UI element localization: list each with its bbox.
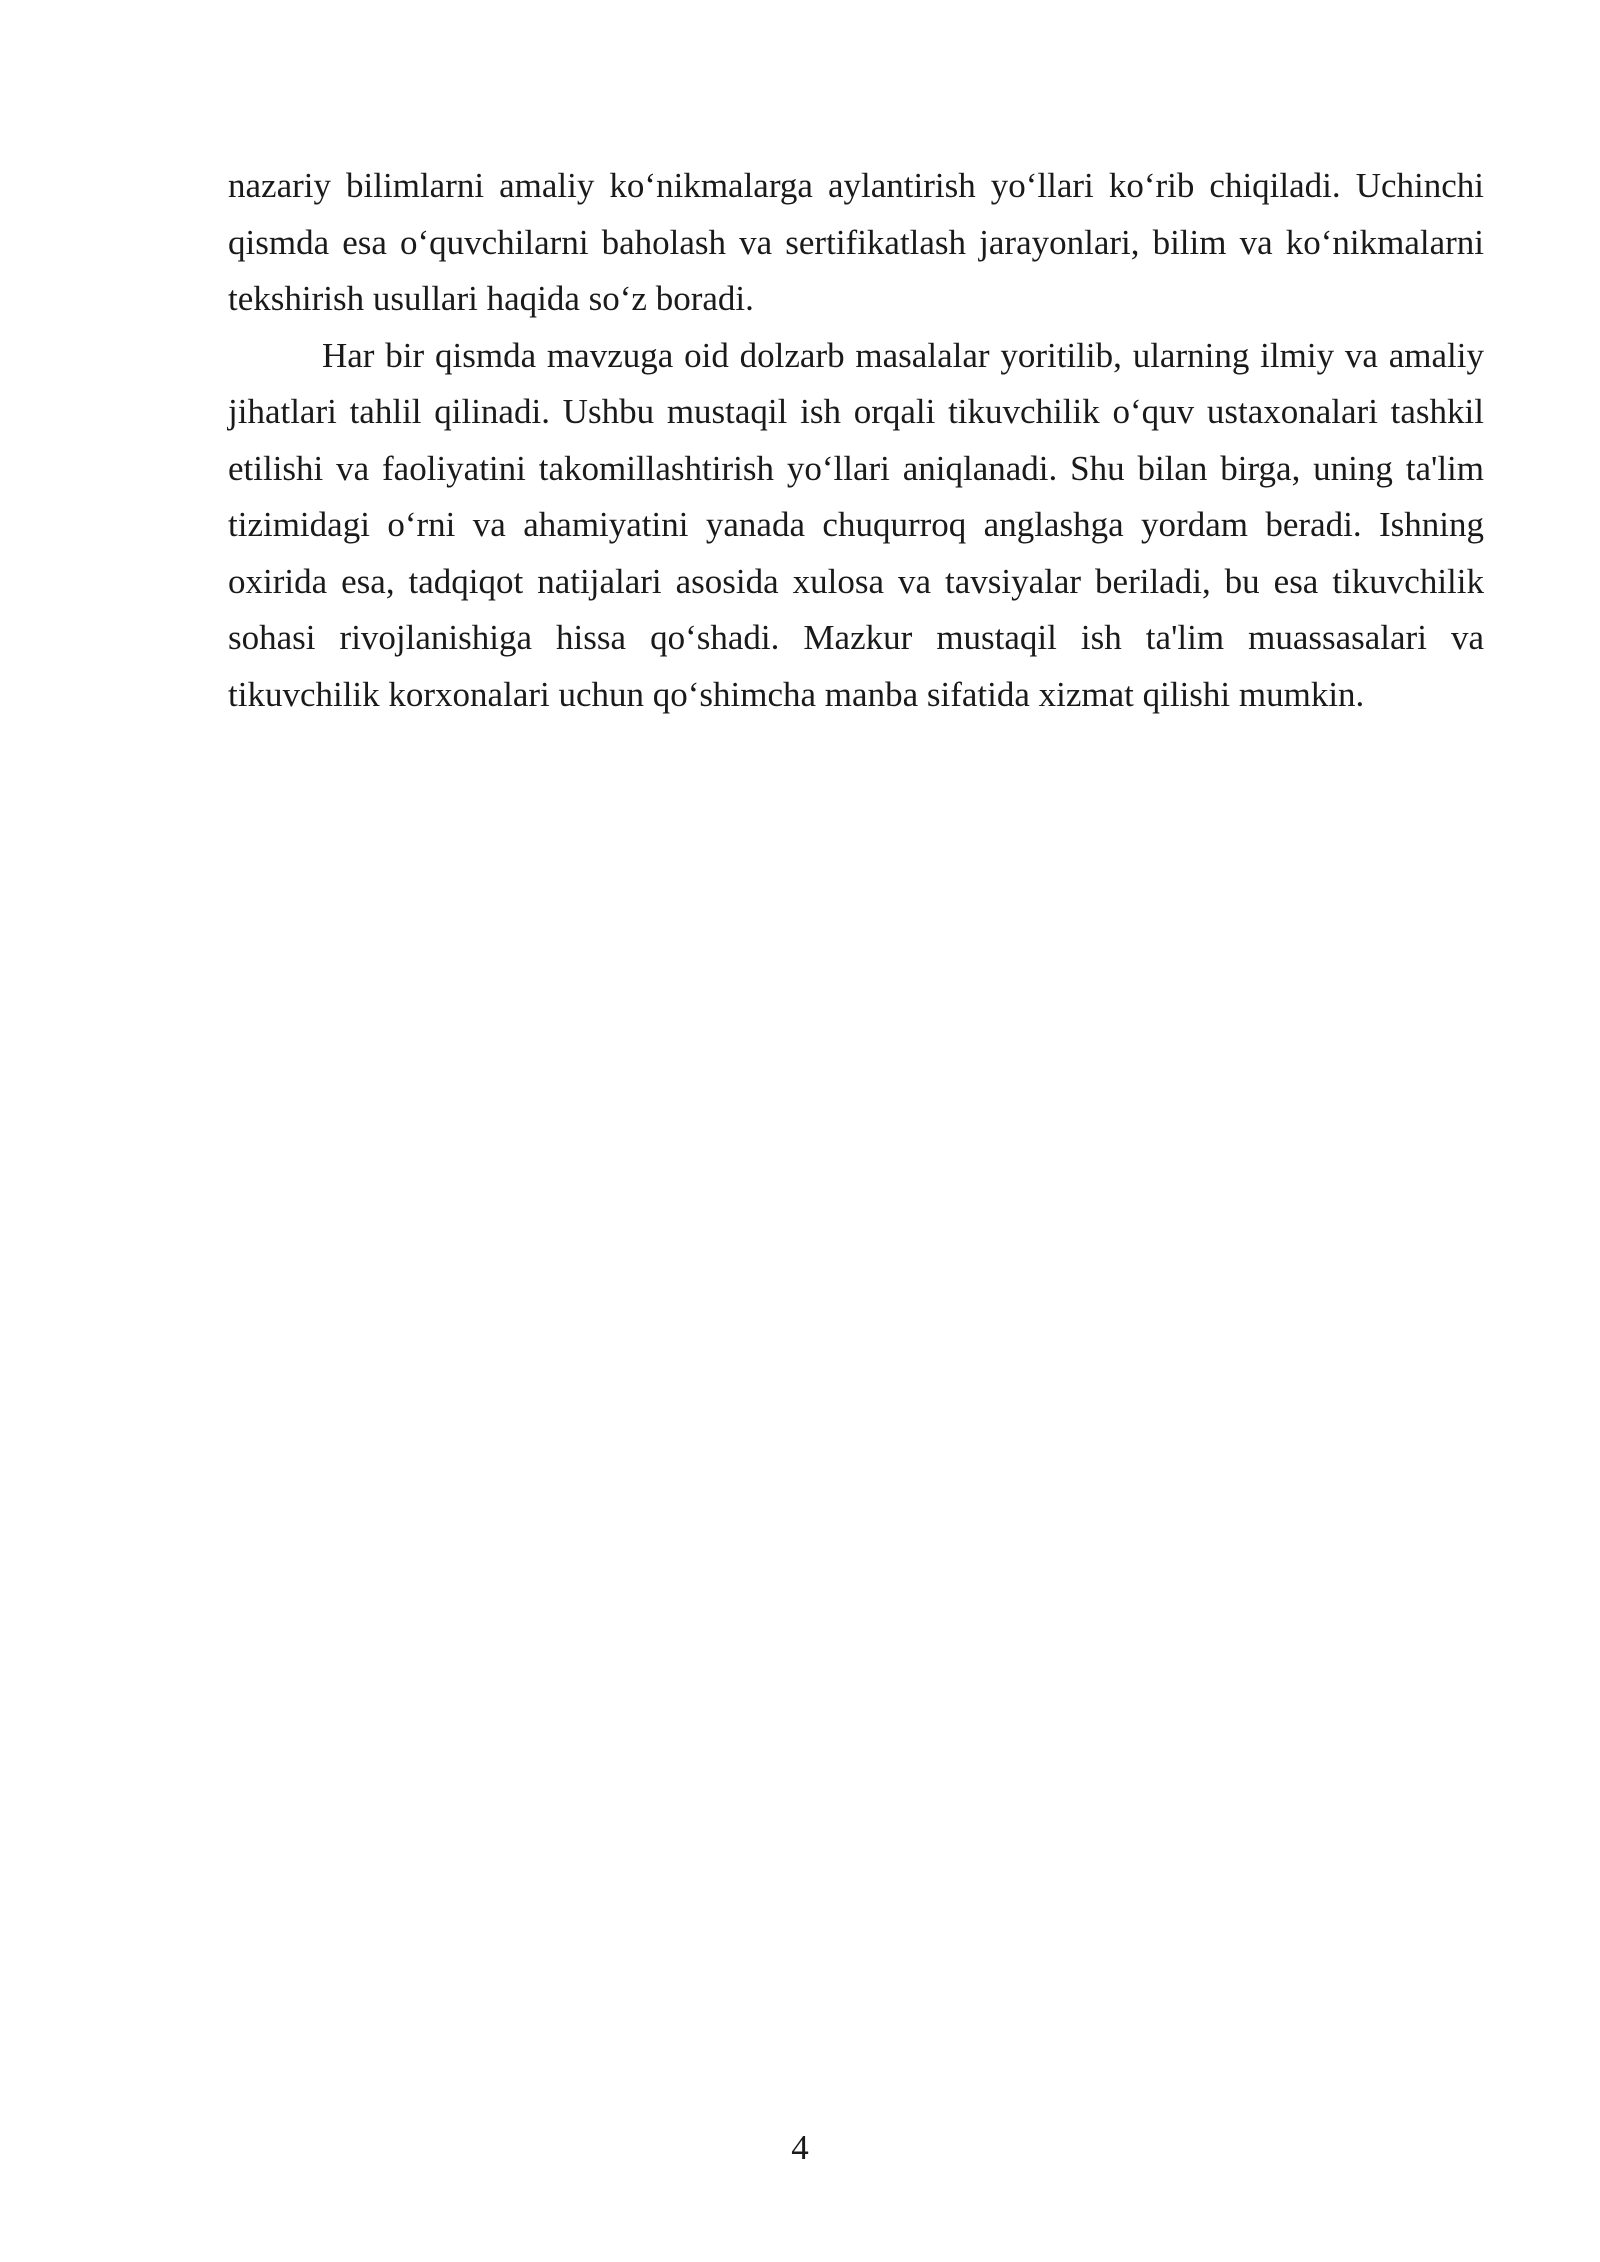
paragraph-main: Har bir qismda mavzuga oid dolzarb masalalar yoritilib, ularning ilmiy va amaliy jihatlari tahlil qilinadi. Ushbu mustaqil ish orqali tikuvchilik o‘quv ustaxonalari tashkil etilishi va faoliyatini takomillashtirish yo‘llari aniqlanadi. Shu bilan birga, uning ta'lim tizimidagi o‘rni va ahamiyatini yanada chuqurroq anglashga yordam beradi. Ishning oxirida esa, tadqiqot natijalari asosida xulosa va tavsiyalar beriladi, bu esa tikuvchilik sohasi rivojlanishiga hissa qo‘shadi. Mazkur mustaqil ish ta'lim muassasalari va tikuvchilik korxonalari uchun qo‘shimcha manba sifatida xizmat qilishi mumkin. <box>228 335 1484 714</box>
page-number: 4 <box>791 2128 809 2167</box>
body-text <box>228 158 1484 723</box>
paragraph-continuation: nazariy bilimlarni amaliy ko‘nikmalarga aylantirish yo‘llari ko‘rib chiqiladi. Uchinchi qismda esa o‘quvchilarni baholash va sertifikatlash jarayonlari, bilim va ko‘nikmalarni tekshirish usullari haqida so‘z boradi. <box>228 166 1484 318</box>
